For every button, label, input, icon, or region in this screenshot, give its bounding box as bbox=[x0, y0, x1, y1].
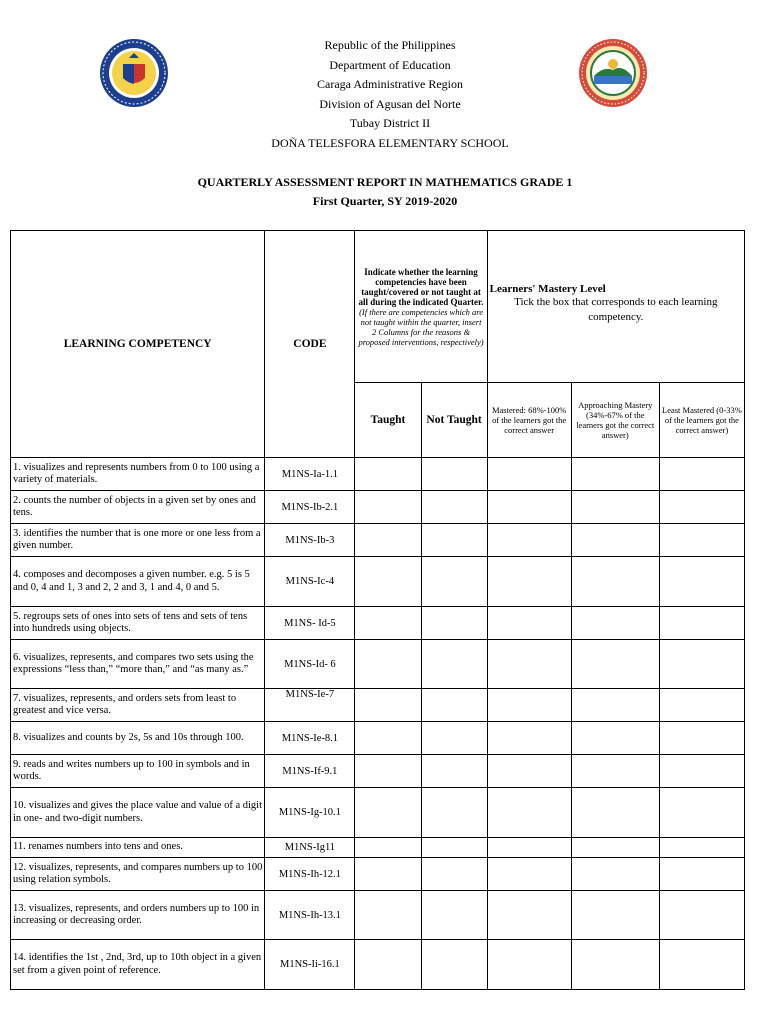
approaching-checkbox-cell[interactable] bbox=[571, 458, 659, 491]
table-row bbox=[11, 557, 745, 607]
approaching-checkbox-cell[interactable] bbox=[571, 755, 659, 788]
mastered-checkbox-cell[interactable] bbox=[487, 788, 571, 838]
least-mastered-checkbox-cell[interactable] bbox=[659, 689, 744, 722]
mastered-checkbox-cell[interactable] bbox=[487, 858, 571, 891]
mastered-checkbox-cell[interactable] bbox=[487, 640, 571, 689]
code-cell: M1NS-Ic-4 bbox=[265, 557, 355, 607]
header-learning-competency: LEARNING COMPETENCY bbox=[11, 231, 265, 458]
approaching-checkbox-cell[interactable] bbox=[571, 891, 659, 940]
code-cell: M1NS-Ig-10.1 bbox=[265, 788, 355, 838]
approaching-checkbox-cell[interactable] bbox=[571, 689, 659, 722]
report-title-period: First Quarter, SY 2019-2020 bbox=[312, 194, 458, 208]
not-taught-checkbox-cell[interactable] bbox=[421, 940, 487, 990]
mastered-checkbox-cell[interactable] bbox=[487, 838, 571, 858]
least-mastered-checkbox-cell[interactable] bbox=[659, 838, 744, 858]
mastered-checkbox-cell[interactable] bbox=[487, 722, 571, 755]
table-row bbox=[11, 607, 745, 640]
taught-checkbox-cell[interactable] bbox=[355, 755, 421, 788]
competency-cell: 2. counts the number of objects in a given set by ones and tens. bbox=[11, 491, 265, 524]
indicate-instructions: Indicate whether the learning competencies have been taught/covered or not taught at all during the indicated Quarter. bbox=[358, 266, 484, 307]
table-row bbox=[11, 722, 745, 755]
taught-checkbox-cell[interactable] bbox=[355, 557, 421, 607]
deped-seal-logo bbox=[99, 38, 169, 108]
header-taught: Taught bbox=[355, 383, 421, 458]
code-cell: M1NS-Id- 6 bbox=[265, 640, 355, 689]
least-mastered-checkbox-cell[interactable] bbox=[659, 858, 744, 891]
code-cell: M1NS-Ia-1.1 bbox=[265, 458, 355, 491]
indicate-note: (If there are competencies which are not taught within the quarter, insert 2 Columns for the reasons & proposed interventions, respectively) bbox=[358, 306, 484, 347]
assessment-table bbox=[10, 230, 745, 990]
competency-rows bbox=[11, 458, 745, 990]
least-mastered-checkbox-cell[interactable] bbox=[659, 458, 744, 491]
code-cell: M1NS-Ib-2.1 bbox=[265, 491, 355, 524]
division-seal-logo bbox=[578, 38, 648, 108]
approaching-checkbox-cell[interactable] bbox=[571, 838, 659, 858]
table-row bbox=[11, 755, 745, 788]
approaching-checkbox-cell[interactable] bbox=[571, 491, 659, 524]
mastered-checkbox-cell[interactable] bbox=[487, 755, 571, 788]
mastered-checkbox-cell[interactable] bbox=[487, 458, 571, 491]
mastered-checkbox-cell[interactable] bbox=[487, 940, 571, 990]
competency-cell: 6. visualizes, represents, and compares two sets using the expressions “less than,” “more than,” and “as many as.” bbox=[11, 640, 265, 689]
table-row bbox=[11, 524, 745, 557]
taught-checkbox-cell[interactable] bbox=[355, 458, 421, 491]
not-taught-checkbox-cell[interactable] bbox=[421, 722, 487, 755]
least-mastered-checkbox-cell[interactable] bbox=[659, 891, 744, 940]
taught-checkbox-cell[interactable] bbox=[355, 524, 421, 557]
competency-cell: 4. composes and decomposes a given number. e.g. 5 is 5 and 0, 4 and 1, 3 and 2, 2 and 3, 1 and 4, 0 and 5. bbox=[11, 557, 265, 607]
approaching-checkbox-cell[interactable] bbox=[571, 940, 659, 990]
approaching-checkbox-cell[interactable] bbox=[571, 858, 659, 891]
competency-cell: 9. reads and writes numbers up to 100 in symbols and in words. bbox=[11, 755, 265, 788]
header-not-taught: Not Taught bbox=[421, 383, 487, 458]
taught-checkbox-cell[interactable] bbox=[355, 640, 421, 689]
not-taught-checkbox-cell[interactable] bbox=[421, 491, 487, 524]
approaching-checkbox-cell[interactable] bbox=[571, 640, 659, 689]
mastered-checkbox-cell[interactable] bbox=[487, 491, 571, 524]
least-mastered-checkbox-cell[interactable] bbox=[659, 722, 744, 755]
not-taught-checkbox-cell[interactable] bbox=[421, 755, 487, 788]
header-mastery-level bbox=[487, 231, 744, 383]
mastered-checkbox-cell[interactable] bbox=[487, 557, 571, 607]
mastered-checkbox-cell[interactable] bbox=[487, 689, 571, 722]
taught-checkbox-cell[interactable] bbox=[355, 891, 421, 940]
table-row bbox=[11, 458, 745, 491]
header-line-region: Caraga Administrative Region bbox=[317, 77, 463, 91]
competency-cell: 10. visualizes and gives the place value and value of a digit in one- and two-digit numbers. bbox=[11, 788, 265, 838]
not-taught-checkbox-cell[interactable] bbox=[421, 838, 487, 858]
not-taught-checkbox-cell[interactable] bbox=[421, 557, 487, 607]
taught-checkbox-cell[interactable] bbox=[355, 940, 421, 990]
table-row bbox=[11, 891, 745, 940]
mastered-checkbox-cell[interactable] bbox=[487, 891, 571, 940]
approaching-checkbox-cell[interactable] bbox=[571, 557, 659, 607]
header-line-district: Tubay District II bbox=[349, 116, 431, 130]
least-mastered-checkbox-cell[interactable] bbox=[659, 788, 744, 838]
table-row bbox=[11, 689, 745, 722]
table-row bbox=[11, 858, 745, 891]
taught-checkbox-cell[interactable] bbox=[355, 722, 421, 755]
taught-checkbox-cell[interactable] bbox=[355, 838, 421, 858]
mastery-level-instruction: Tick the box that corresponds to each learning competency. bbox=[514, 296, 718, 323]
mastered-checkbox-cell[interactable] bbox=[487, 524, 571, 557]
approaching-checkbox-cell[interactable] bbox=[571, 607, 659, 640]
competency-cell: 13. visualizes, represents, and orders numbers up to 100 in increasing or decreasing order. bbox=[11, 891, 265, 940]
least-mastered-checkbox-cell[interactable] bbox=[659, 755, 744, 788]
code-cell: M1NS- Id-5 bbox=[265, 607, 355, 640]
taught-checkbox-cell[interactable] bbox=[355, 788, 421, 838]
competency-cell: 12. visualizes, represents, and compares numbers up to 100 using relation symbols. bbox=[11, 858, 265, 891]
least-mastered-checkbox-cell[interactable] bbox=[659, 940, 744, 990]
approaching-checkbox-cell[interactable] bbox=[571, 524, 659, 557]
code-cell: M1NS-Ig11 bbox=[265, 838, 355, 858]
mastered-checkbox-cell[interactable] bbox=[487, 607, 571, 640]
approaching-checkbox-cell[interactable] bbox=[571, 722, 659, 755]
report-title-main: QUARTERLY ASSESSMENT REPORT IN MATHEMATICS GRADE 1 bbox=[197, 175, 573, 189]
taught-checkbox-cell[interactable] bbox=[355, 607, 421, 640]
header-indicate-taught bbox=[355, 231, 487, 383]
table-row bbox=[11, 491, 745, 524]
competency-cell: 11. renames numbers into tens and ones. bbox=[11, 838, 265, 858]
header-code: CODE bbox=[265, 231, 355, 458]
taught-checkbox-cell[interactable] bbox=[355, 858, 421, 891]
not-taught-checkbox-cell[interactable] bbox=[421, 858, 487, 891]
least-mastered-checkbox-cell[interactable] bbox=[659, 607, 744, 640]
report-title bbox=[130, 173, 640, 211]
table-row bbox=[11, 940, 745, 990]
least-mastered-checkbox-cell[interactable] bbox=[659, 557, 744, 607]
not-taught-checkbox-cell[interactable] bbox=[421, 891, 487, 940]
taught-checkbox-cell[interactable] bbox=[355, 689, 421, 722]
table-row bbox=[11, 838, 745, 858]
not-taught-checkbox-cell[interactable] bbox=[421, 640, 487, 689]
competency-cell: 7. visualizes, represents, and orders sets from least to greatest and vice versa. bbox=[11, 689, 265, 722]
code-cell: M1NS-Ie-7 bbox=[265, 689, 355, 722]
approaching-checkbox-cell[interactable] bbox=[571, 788, 659, 838]
competency-cell: 5. regroups sets of ones into sets of tens and sets of tens into hundreds using objects. bbox=[11, 607, 265, 640]
header-line-department: Department of Education bbox=[329, 57, 451, 72]
header-approaching-mastery: Approaching Mastery (34%-67% of the learners got the correct answer) bbox=[571, 383, 659, 458]
least-mastered-checkbox-cell[interactable] bbox=[659, 491, 744, 524]
not-taught-checkbox-cell[interactable] bbox=[421, 607, 487, 640]
code-cell: M1NS-Ie-8.1 bbox=[265, 722, 355, 755]
competency-cell: 8. visualizes and counts by 2s, 5s and 10s through 100. bbox=[11, 722, 265, 755]
header-line-school: DOÑA TELESFORA ELEMENTARY SCHOOL bbox=[271, 135, 509, 150]
competency-cell: 14. identifies the 1st , 2nd, 3rd, up to 10th object in a given set from a given point of reference. bbox=[11, 940, 265, 990]
taught-checkbox-cell[interactable] bbox=[355, 491, 421, 524]
not-taught-checkbox-cell[interactable] bbox=[421, 689, 487, 722]
code-cell: M1NS-Ib-3 bbox=[265, 524, 355, 557]
table-row bbox=[11, 788, 745, 838]
table-row bbox=[11, 640, 745, 689]
code-cell: M1NS-If-9.1 bbox=[265, 755, 355, 788]
mastery-level-title: Learners' Mastery Level bbox=[489, 283, 606, 295]
not-taught-checkbox-cell[interactable] bbox=[421, 788, 487, 838]
competency-cell: 3. identifies the number that is one more or one less from a given number. bbox=[11, 524, 265, 557]
competency-cell: 1. visualizes and represents numbers from 0 to 100 using a variety of materials. bbox=[11, 458, 265, 491]
not-taught-checkbox-cell[interactable] bbox=[421, 524, 487, 557]
least-mastered-checkbox-cell[interactable] bbox=[659, 524, 744, 557]
code-cell: M1NS-Ii-16.1 bbox=[265, 940, 355, 990]
header-mastered: Mastered: 68%-100% of the learners got the correct answer bbox=[487, 383, 571, 458]
document-header bbox=[230, 36, 550, 153]
header-line-republic: Republic of the Philippines bbox=[324, 38, 456, 52]
header-least-mastered: Least Mastered (0-33% of the learners got the correct answer) bbox=[659, 383, 744, 458]
code-cell: M1NS-Ih-12.1 bbox=[265, 858, 355, 891]
least-mastered-checkbox-cell[interactable] bbox=[659, 640, 744, 689]
header-line-division: Division of Agusan del Norte bbox=[319, 96, 461, 111]
code-cell: M1NS-Ih-13.1 bbox=[265, 891, 355, 940]
not-taught-checkbox-cell[interactable] bbox=[421, 458, 487, 491]
